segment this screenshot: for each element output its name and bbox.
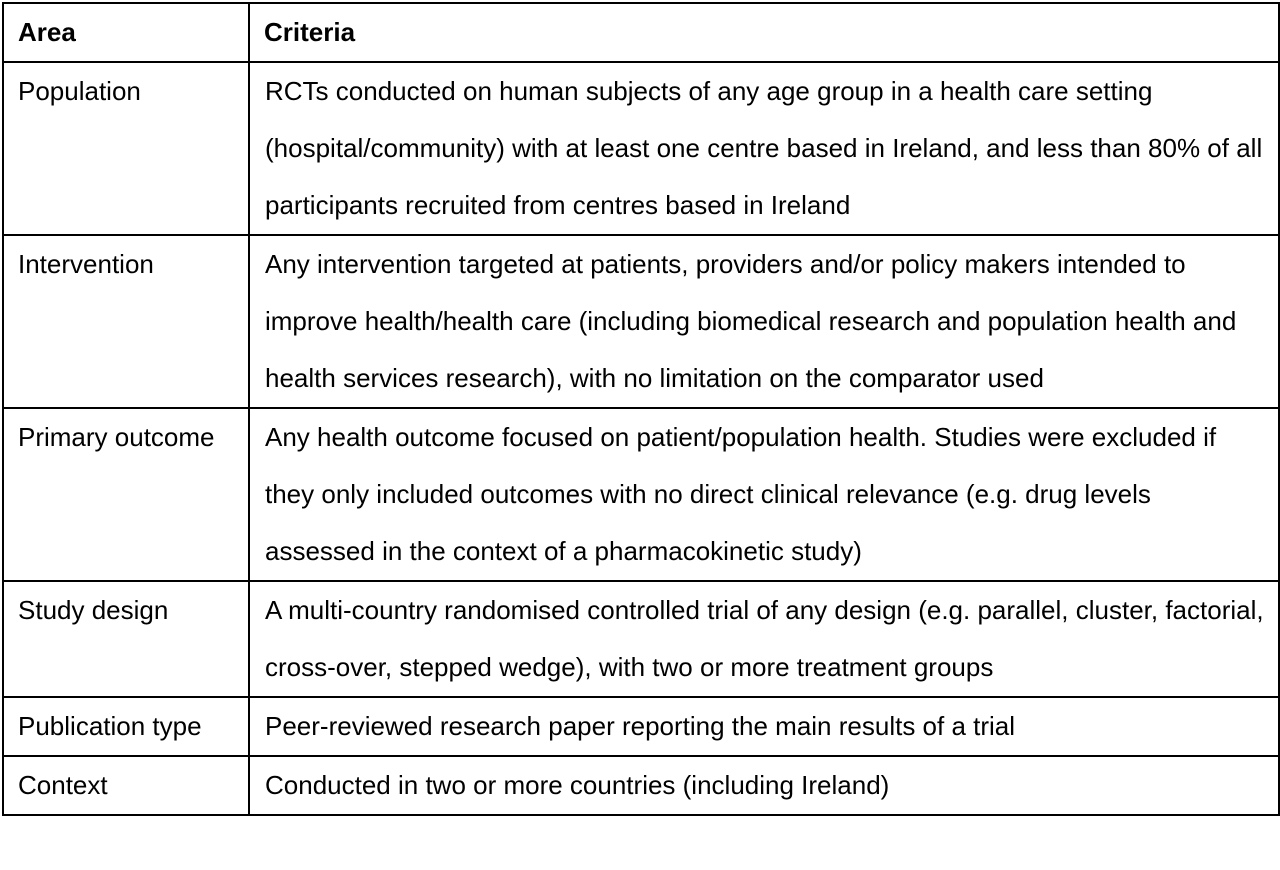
criteria-cell-context: Conducted in two or more countries (including Ireland) [249, 756, 1279, 815]
area-cell-study-design: Study design [3, 581, 249, 697]
table-row [3, 62, 1279, 235]
criteria-cell-intervention: Any intervention targeted at patients, providers and/or policy makers intended to improve health/health care (including biomedical research and population health and health services research), with no limitation on the comparator used [249, 235, 1279, 408]
area-cell-population: Population [3, 62, 249, 235]
table-row [3, 697, 1279, 756]
area-cell-primary-outcome: Primary outcome [3, 408, 249, 581]
table-row [3, 235, 1279, 408]
area-cell-intervention: Intervention [3, 235, 249, 408]
table-row [3, 581, 1279, 697]
criteria-table [2, 2, 1280, 816]
area-cell-context: Context [3, 756, 249, 815]
criteria-cell-primary-outcome: Any health outcome focused on patient/population health. Studies were excluded if they only included outcomes with no direct clinical relevance (e.g. drug levels assessed in the context of a pharmacokinetic study) [249, 408, 1279, 581]
table-row [3, 408, 1279, 581]
area-cell-publication-type: Publication type [3, 697, 249, 756]
criteria-cell-study-design: A multi-country randomised controlled trial of any design (e.g. parallel, cluster, factorial, cross-over, stepped wedge), with two or more treatment groups [249, 581, 1279, 697]
criteria-cell-population: RCTs conducted on human subjects of any age group in a health care setting (hospital/community) with at least one centre based in Ireland, and less than 80% of all participants recruited from centres based in Ireland [249, 62, 1279, 235]
header-area: Area [3, 3, 249, 62]
table-row [3, 756, 1279, 815]
header-criteria: Criteria [249, 3, 1279, 62]
table-header-row [3, 3, 1279, 62]
criteria-cell-publication-type: Peer-reviewed research paper reporting the main results of a trial [249, 697, 1279, 756]
